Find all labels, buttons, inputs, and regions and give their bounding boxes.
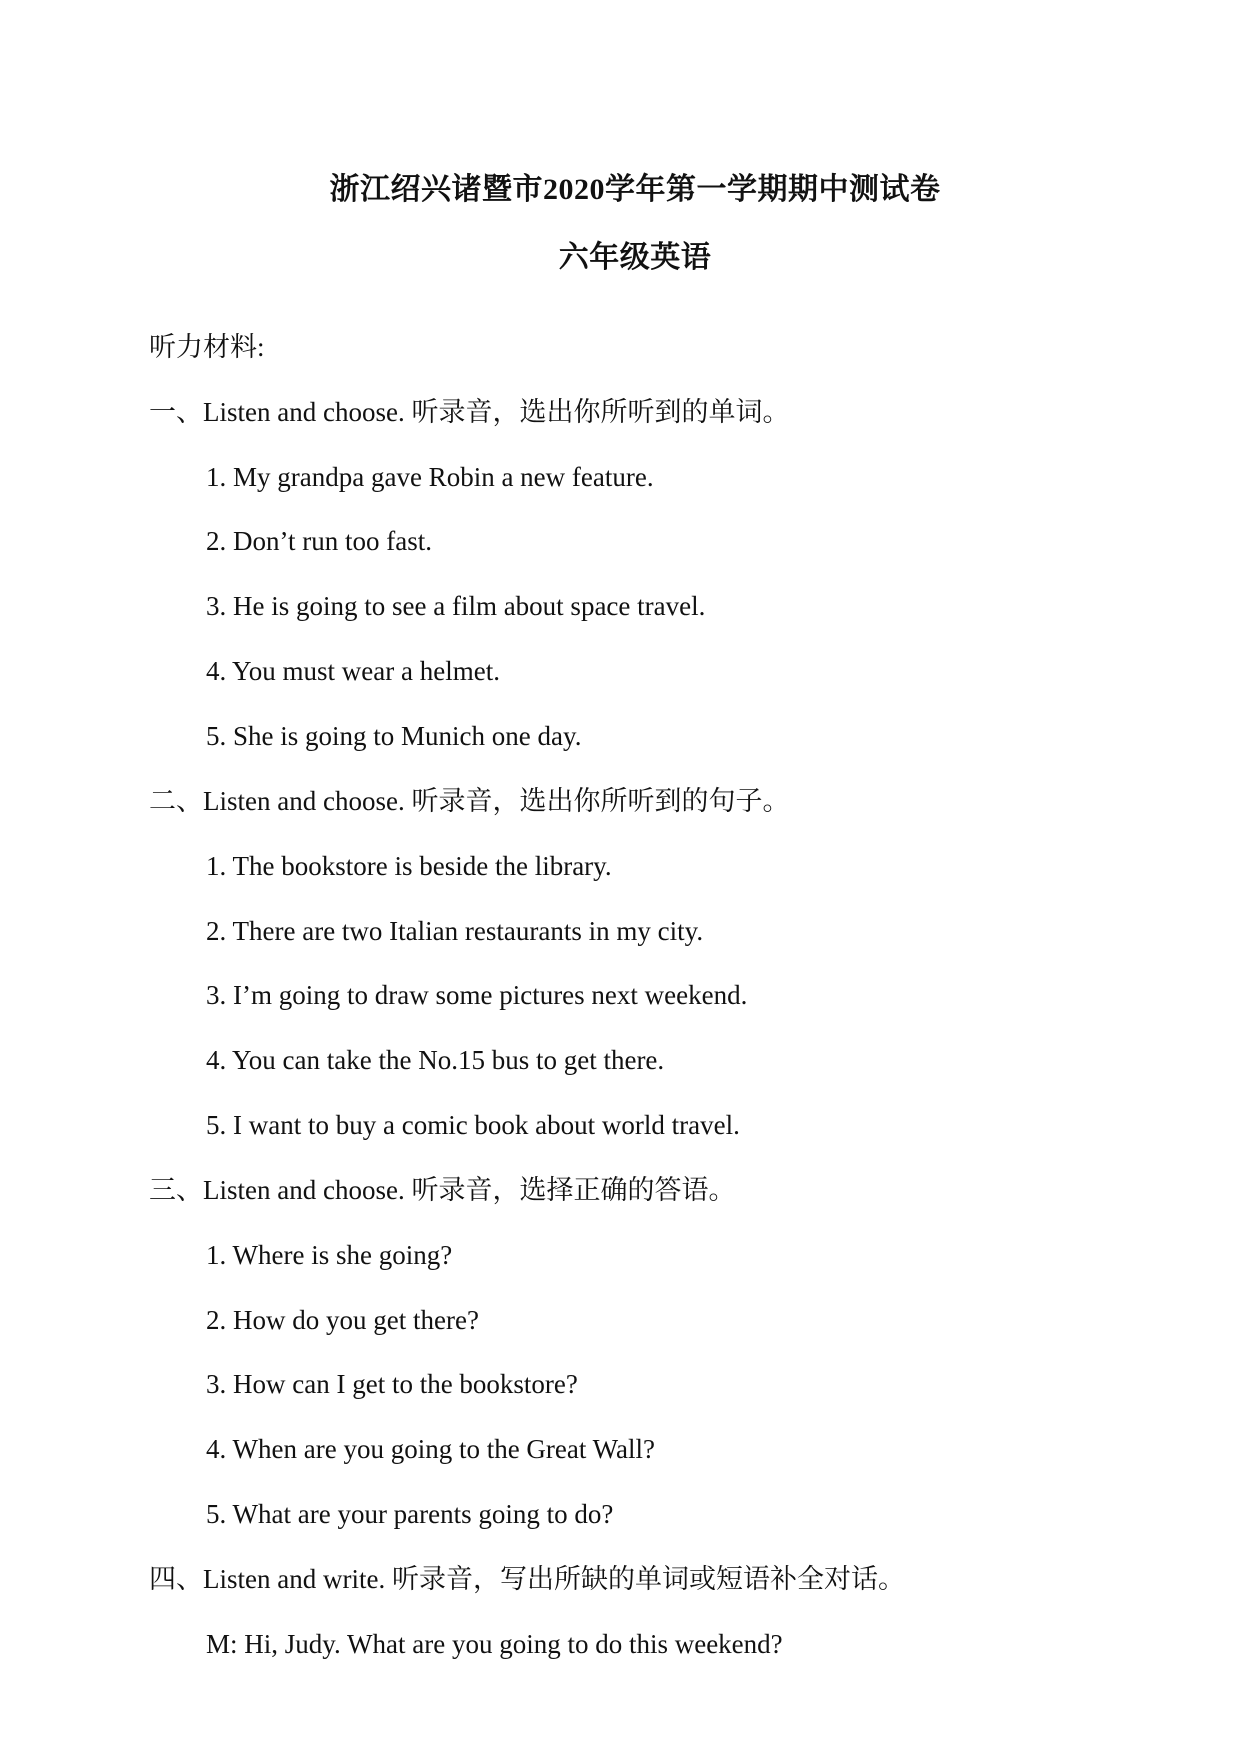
list-item: 4. When are you going to the Great Wall?: [206, 1434, 655, 1464]
document-title: 浙江绍兴诸暨市2020学年第一学期期中测试卷: [329, 173, 941, 206]
list-item: 1. Where is she going?: [206, 1240, 453, 1270]
section-heading-4: 四、Listen and write. 听录音，写出所缺的单词或短语补全对话。: [149, 1564, 905, 1594]
list-item: 2. There are two Italian restaurants in my city.: [206, 916, 704, 946]
dialogue-line: M: Hi, Judy. What are you going to do this weekend?: [206, 1629, 783, 1659]
list-item: 5. What are your parents going to do?: [206, 1499, 614, 1529]
document-subtitle: 六年级英语: [558, 241, 712, 274]
list-item: 2. How do you get there?: [206, 1305, 479, 1335]
list-item: 3. I’m going to draw some pictures next weekend.: [206, 980, 748, 1010]
list-item: 1. The bookstore is beside the library.: [206, 851, 612, 881]
section-heading-3: 三、Listen and choose. 听录音，选择正确的答语。: [149, 1175, 736, 1205]
list-item: 4. You can take the No.15 bus to get there.: [206, 1045, 665, 1075]
section-heading-1: 一、Listen and choose. 听录音，选出你所听到的单词。: [149, 397, 790, 427]
section-heading-2: 二、Listen and choose. 听录音，选出你所听到的句子。: [149, 786, 790, 816]
materials-label: 听力材料:: [149, 332, 265, 362]
list-item: 5. She is going to Munich one day.: [206, 721, 582, 751]
list-item: 4. You must wear a helmet.: [206, 656, 500, 686]
list-item: 3. He is going to see a film about space travel.: [206, 591, 706, 621]
list-item: 2. Don’t run too fast.: [206, 526, 432, 556]
list-item: 1. My grandpa gave Robin a new feature.: [206, 462, 654, 492]
list-item: 3. How can I get to the bookstore?: [206, 1369, 578, 1399]
list-item: 5. I want to buy a comic book about world travel.: [206, 1110, 740, 1140]
